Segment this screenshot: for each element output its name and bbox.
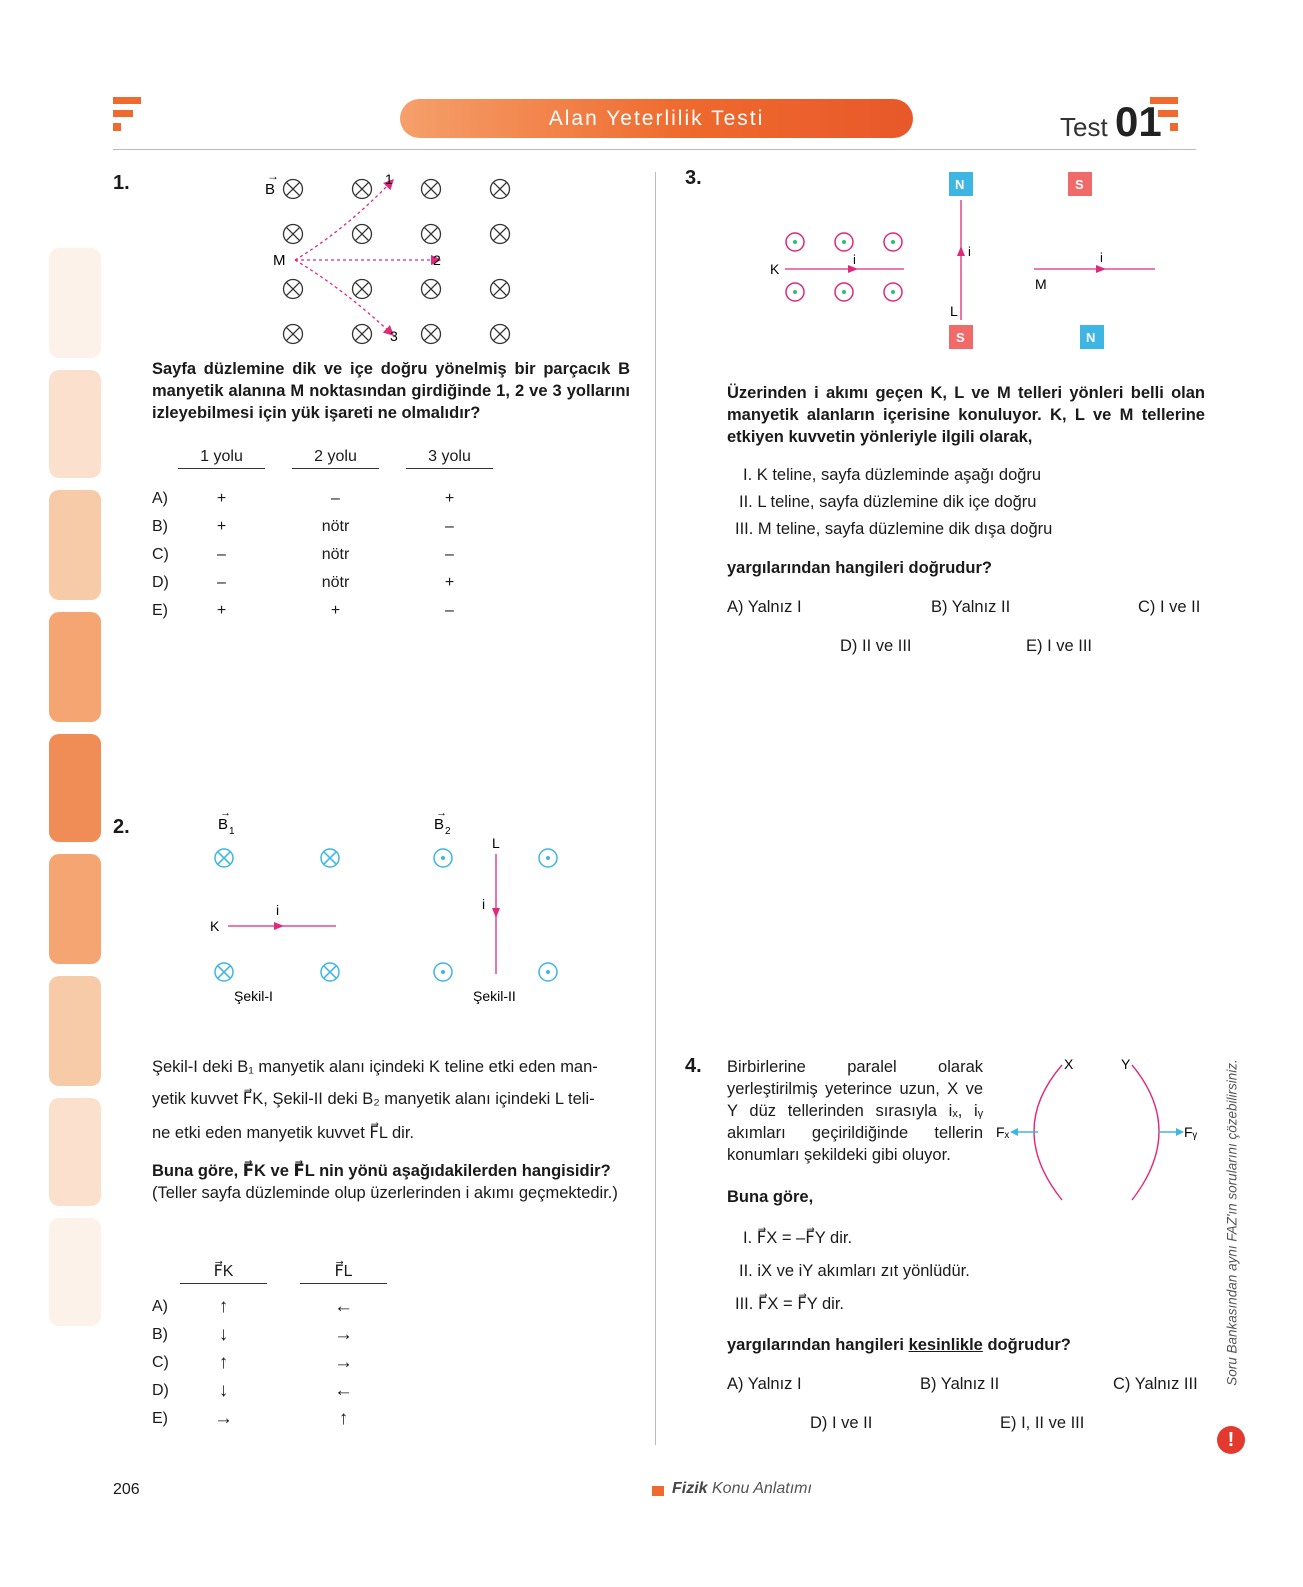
publisher-logo-left — [113, 97, 143, 137]
q3-option-e[interactable]: E) I ve III — [1026, 637, 1093, 655]
wire-x-label: X — [1064, 1056, 1074, 1072]
m-wire-label: M — [1035, 276, 1047, 292]
q4-item-1: I. F⃗X = –F⃗Y dir. — [743, 1229, 853, 1247]
test-label: Test — [1060, 112, 1108, 142]
q1-col-1: 1 yolu — [178, 448, 265, 469]
force-x-label: Fₓ — [996, 1124, 1010, 1140]
q4-question — [727, 1334, 1071, 1356]
q4-question-start: yargılarından hangileri — [727, 1336, 909, 1354]
q2-cell: → — [334, 1324, 353, 1345]
q2-cell: → — [334, 1352, 353, 1373]
q1-figure — [265, 170, 525, 350]
q3-option-a[interactable]: A) Yalnız I — [727, 598, 802, 616]
q4-item-3: III. F⃗X = F⃗Y dir. — [735, 1295, 845, 1313]
force-y-label: Fᵧ — [1184, 1124, 1198, 1140]
q1-cell: + — [330, 602, 341, 619]
south-pole-label: S — [956, 330, 965, 345]
q2-col-fl: F⃗L — [300, 1261, 387, 1284]
q1-cell: + — [216, 518, 227, 535]
question-4-number: 4. — [685, 1055, 702, 1077]
b2-label: B — [434, 816, 445, 833]
q2-question: Buna göre, F⃗K ve F⃗L nin yönü aşağıdakilerden hangisidir? — [152, 1162, 611, 1180]
q1-cell: – — [445, 546, 454, 563]
q1-cell: nötr — [321, 546, 350, 563]
current-i-label: i — [853, 252, 856, 267]
q1-cell: – — [217, 574, 226, 591]
q2-line-2: yetik kuvvet F⃗K, Şekil-II deki B₂ manyetik alanı içindeki L teli- — [152, 1090, 595, 1108]
svg-text:→: → — [436, 812, 447, 819]
figure-2-caption: Şekil-II — [473, 988, 516, 1004]
q1-cell: nötr — [321, 518, 350, 535]
q4-figure — [996, 1055, 1206, 1205]
l-wire-label: L — [950, 303, 958, 319]
b2-subscript: 2 — [445, 826, 451, 837]
figure-1-caption: Şekil-I — [234, 988, 273, 1004]
side-tab — [49, 976, 101, 1086]
q1-cell: + — [444, 574, 455, 591]
q3-question: yargılarından hangileri doğrudur? — [727, 559, 992, 577]
current-i-label: i — [968, 244, 971, 259]
q4-question-end: doğrudur? — [982, 1336, 1071, 1354]
q1-cell: – — [331, 490, 340, 507]
q2-option-label[interactable]: D) — [152, 1382, 169, 1399]
book-title-rest: Konu Anlatımı — [707, 1480, 812, 1497]
vector-arrow-mark: → — [267, 170, 279, 183]
q2-cell: ↑ — [218, 1296, 229, 1317]
q4-option-d[interactable]: D) I ve II — [810, 1414, 873, 1432]
current-i-label: i — [1100, 250, 1103, 265]
q4-lead: Buna göre, — [727, 1188, 814, 1206]
k-wire-label: K — [210, 918, 220, 934]
column-divider — [655, 172, 656, 1445]
side-tab — [49, 248, 101, 358]
side-tab — [49, 370, 101, 478]
q1-option-label[interactable]: C) — [152, 546, 169, 563]
q1-cell: – — [445, 602, 454, 619]
q4-option-c[interactable]: C) Yalnız III — [1113, 1375, 1198, 1393]
q2-col-fk: F⃗K — [180, 1261, 267, 1284]
q2-figure — [200, 812, 600, 1032]
svg-text:→: → — [220, 812, 231, 819]
side-note-text: Soru Bankasından aynı FAZ'ın sorularını çözebilirsiniz. — [1224, 1059, 1240, 1386]
test-number: 01 — [1115, 98, 1162, 145]
into-page-symbols — [284, 180, 510, 344]
wire-y-label: Y — [1121, 1056, 1131, 1072]
b1-subscript: 1 — [229, 826, 235, 837]
l-wire-label: L — [492, 835, 500, 851]
side-tab — [49, 734, 101, 842]
q4-option-e[interactable]: E) I, II ve III — [1000, 1414, 1085, 1432]
q4-option-b[interactable]: B) Yalnız II — [920, 1375, 1000, 1393]
q2-cell: ↓ — [218, 1380, 229, 1401]
side-tab — [49, 854, 101, 964]
q2-option-label[interactable]: E) — [152, 1410, 168, 1427]
footer-square-icon — [652, 1486, 664, 1496]
q1-text: Sayfa düzlemine dik ve içe doğru yönelmiş bir parçacık B manyetik alanına M noktasından girdiğinde 1, 2 ve 3 yollarını izleyebilmesi için yük işareti ne olmalıdır? — [152, 360, 630, 422]
q2-line-1: Şekil-I deki B₁ manyetik alanı içindeki K teline etki eden man- — [152, 1058, 598, 1076]
exclamation-icon: ! — [1217, 1426, 1245, 1454]
path-1-label: 1 — [385, 171, 393, 187]
question-3-number: 3. — [685, 167, 702, 189]
q4-question-emphasis: kesinlikle — [908, 1336, 983, 1354]
q1-cell: + — [216, 490, 227, 507]
north-pole-label: N — [1086, 330, 1096, 345]
q4-text: Birbirlerine paralel olarak yerleştirilmiş yeterince uzun, X ve Y düz tellerinden sırasıyla iₓ, iᵧ akımları geçirildiğinde tellerin konumları şekildeki gibi oluyor. — [727, 1058, 983, 1164]
b1-label: B — [218, 816, 229, 833]
q2-option-label[interactable]: A) — [152, 1298, 168, 1315]
q3-option-d[interactable]: D) II ve III — [840, 637, 912, 655]
q1-cell: + — [216, 602, 227, 619]
q2-cell: ↓ — [218, 1324, 229, 1345]
current-i-label: i — [276, 902, 280, 918]
q3-item-1: I. K teline, sayfa düzleminde aşağı doğru — [743, 466, 1042, 484]
q1-cell: – — [217, 546, 226, 563]
current-i-label: i — [482, 896, 486, 912]
q1-option-label[interactable]: D) — [152, 574, 169, 591]
north-pole-label: N — [955, 177, 965, 192]
b-field-label: B — [265, 181, 276, 198]
side-tab — [49, 1218, 101, 1326]
q2-cell: ← — [334, 1296, 353, 1317]
q2-line-3: ne etki eden manyetik kuvvet F⃗L dir. — [152, 1124, 415, 1142]
q2-cell: → — [214, 1408, 233, 1429]
header-divider — [113, 149, 1196, 150]
q1-option-label[interactable]: E) — [152, 602, 168, 619]
test-title-banner: Alan Yeterlilik Testi — [400, 99, 913, 138]
q3-item-2: II. L teline, sayfa düzlemine dik içe doğru — [739, 493, 1037, 511]
question-1-number: 1. — [113, 172, 130, 194]
q1-cell: nötr — [321, 574, 350, 591]
q1-cell: – — [445, 518, 454, 535]
q2-option-label[interactable]: B) — [152, 1326, 168, 1343]
q3-option-c[interactable]: C) I ve II — [1138, 598, 1201, 616]
side-note — [1222, 1030, 1242, 1420]
book-title-bold: Fizik — [672, 1480, 708, 1497]
question-2-number: 2. — [113, 816, 130, 838]
q1-col-3: 3 yolu — [406, 448, 493, 469]
q3-item-3: III. M teline, sayfa düzlemine dik dışa doğru — [735, 520, 1053, 538]
q1-cell: + — [444, 490, 455, 507]
q1-option-label[interactable]: A) — [152, 490, 168, 507]
q2-cell: ↑ — [218, 1352, 229, 1373]
path-2-label: 2 — [433, 252, 441, 268]
q2-cell: ↑ — [338, 1408, 349, 1429]
q4-item-2: II. iX ve iY akımları zıt yönlüdür. — [739, 1262, 970, 1280]
q2-cell: ← — [334, 1380, 353, 1401]
q4-option-a[interactable]: A) Yalnız I — [727, 1375, 802, 1393]
q3-figure — [770, 170, 1170, 360]
path-3-label: 3 — [390, 328, 398, 344]
q3-text: Üzerinden i akımı geçen K, L ve M telleri yönleri belli olan manyetik alanların içerisine konuluyor. K, L ve M tellerine etkiyen kuvvetin yönleriyle ilgili olarak, — [727, 384, 1205, 446]
side-tab — [49, 1098, 101, 1206]
m-point-label: M — [273, 252, 286, 269]
q3-option-b[interactable]: B) Yalnız II — [931, 598, 1011, 616]
q1-option-label[interactable]: B) — [152, 518, 168, 535]
page-number: 206 — [113, 1481, 140, 1498]
book-title — [672, 1480, 812, 1498]
side-tab — [49, 490, 101, 600]
south-pole-label: S — [1075, 177, 1084, 192]
q2-option-label[interactable]: C) — [152, 1354, 169, 1371]
q1-col-2: 2 yolu — [292, 448, 379, 469]
q2-note: (Teller sayfa düzleminde olup üzerlerinden i akımı geçmektedir.) — [152, 1184, 618, 1202]
side-tab — [49, 612, 101, 722]
k-wire-label: K — [770, 261, 780, 277]
